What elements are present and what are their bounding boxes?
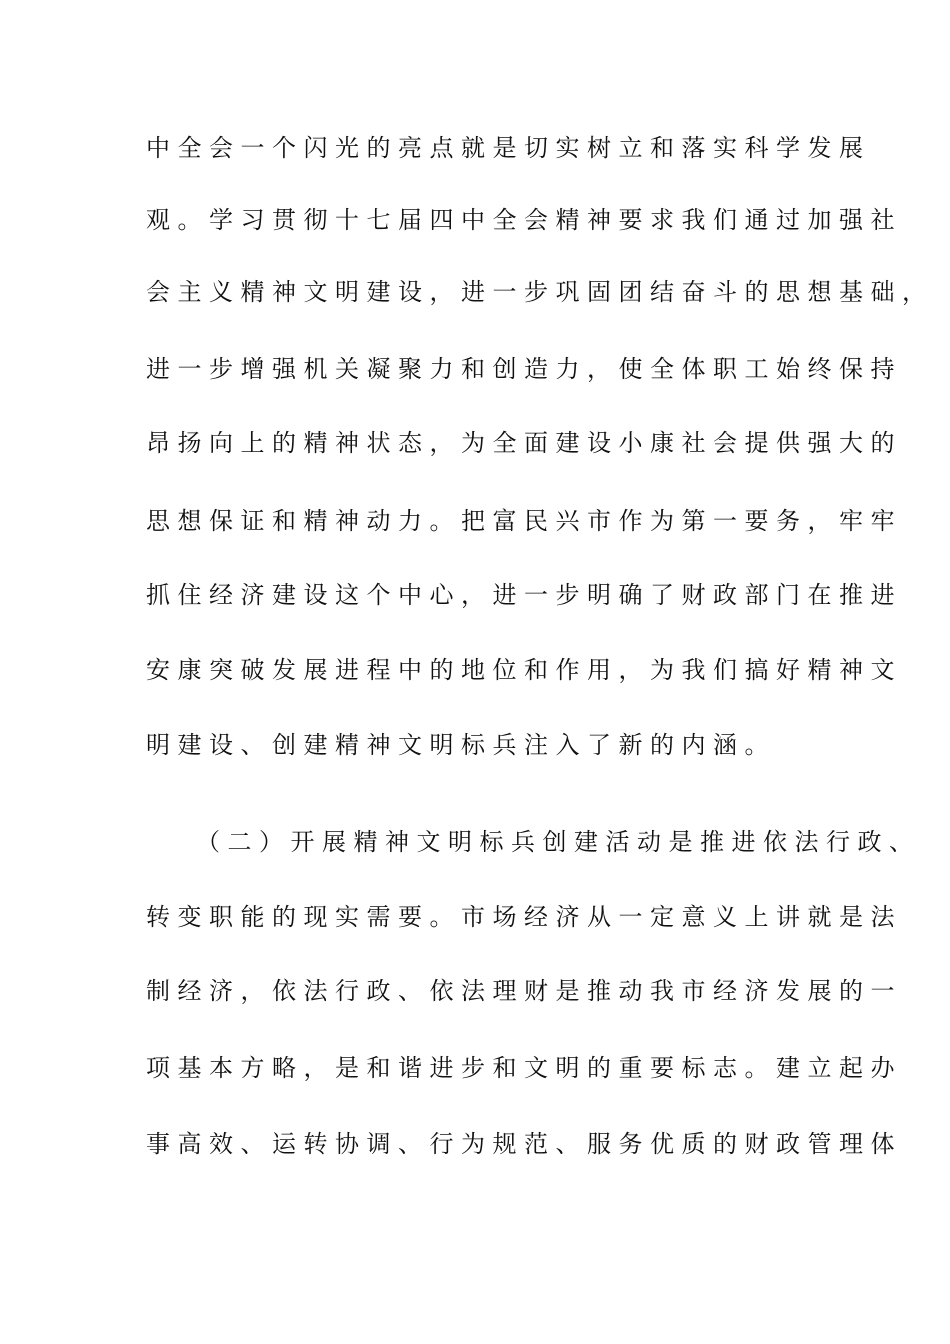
paragraph-1-line-9: 明建设、创建精神文明标兵注入了新的内涵。 <box>146 731 776 759</box>
paragraph-2-line-3: 制经济，依法行政、依法理财是推动我市经济发展的一 <box>146 977 902 1005</box>
paragraph-1-line-1: 中全会一个闪光的亮点就是切实树立和落实科学发展 <box>146 134 871 162</box>
paragraph-1-line-5: 昂扬向上的精神状态，为全面建设小康社会提供强大的 <box>146 429 902 457</box>
paragraph-1-line-3: 会主义精神文明建设，进一步巩固团结奋斗的思想基础， <box>146 278 934 306</box>
paragraph-1-line-2: 观。学习贯彻十七届四中全会精神要求我们通过加强社 <box>146 206 902 234</box>
paragraph-2-line-2: 转变职能的现实需要。市场经济从一定意义上讲就是法 <box>146 903 902 931</box>
paragraph-2-line-5: 事高效、运转协调、行为规范、服务优质的财政管理体 <box>146 1130 902 1158</box>
paragraph-2-line-4: 项基本方略，是和谐进步和文明的重要标志。建立起办 <box>146 1054 902 1082</box>
paragraph-1-line-8: 安康突破发展进程中的地位和作用，为我们搞好精神文 <box>146 656 902 684</box>
paragraph-2-line-1: （二）开展精神文明标兵创建活动是推进依法行政、 <box>196 828 921 856</box>
paragraph-1-line-4: 进一步增强机关凝聚力和创造力，使全体职工始终保持 <box>146 355 902 383</box>
paragraph-1-line-6: 思想保证和精神动力。把富民兴市作为第一要务，牢牢 <box>146 507 902 535</box>
paragraph-1-line-7: 抓住经济建设这个中心，进一步明确了财政部门在推进 <box>146 581 902 609</box>
